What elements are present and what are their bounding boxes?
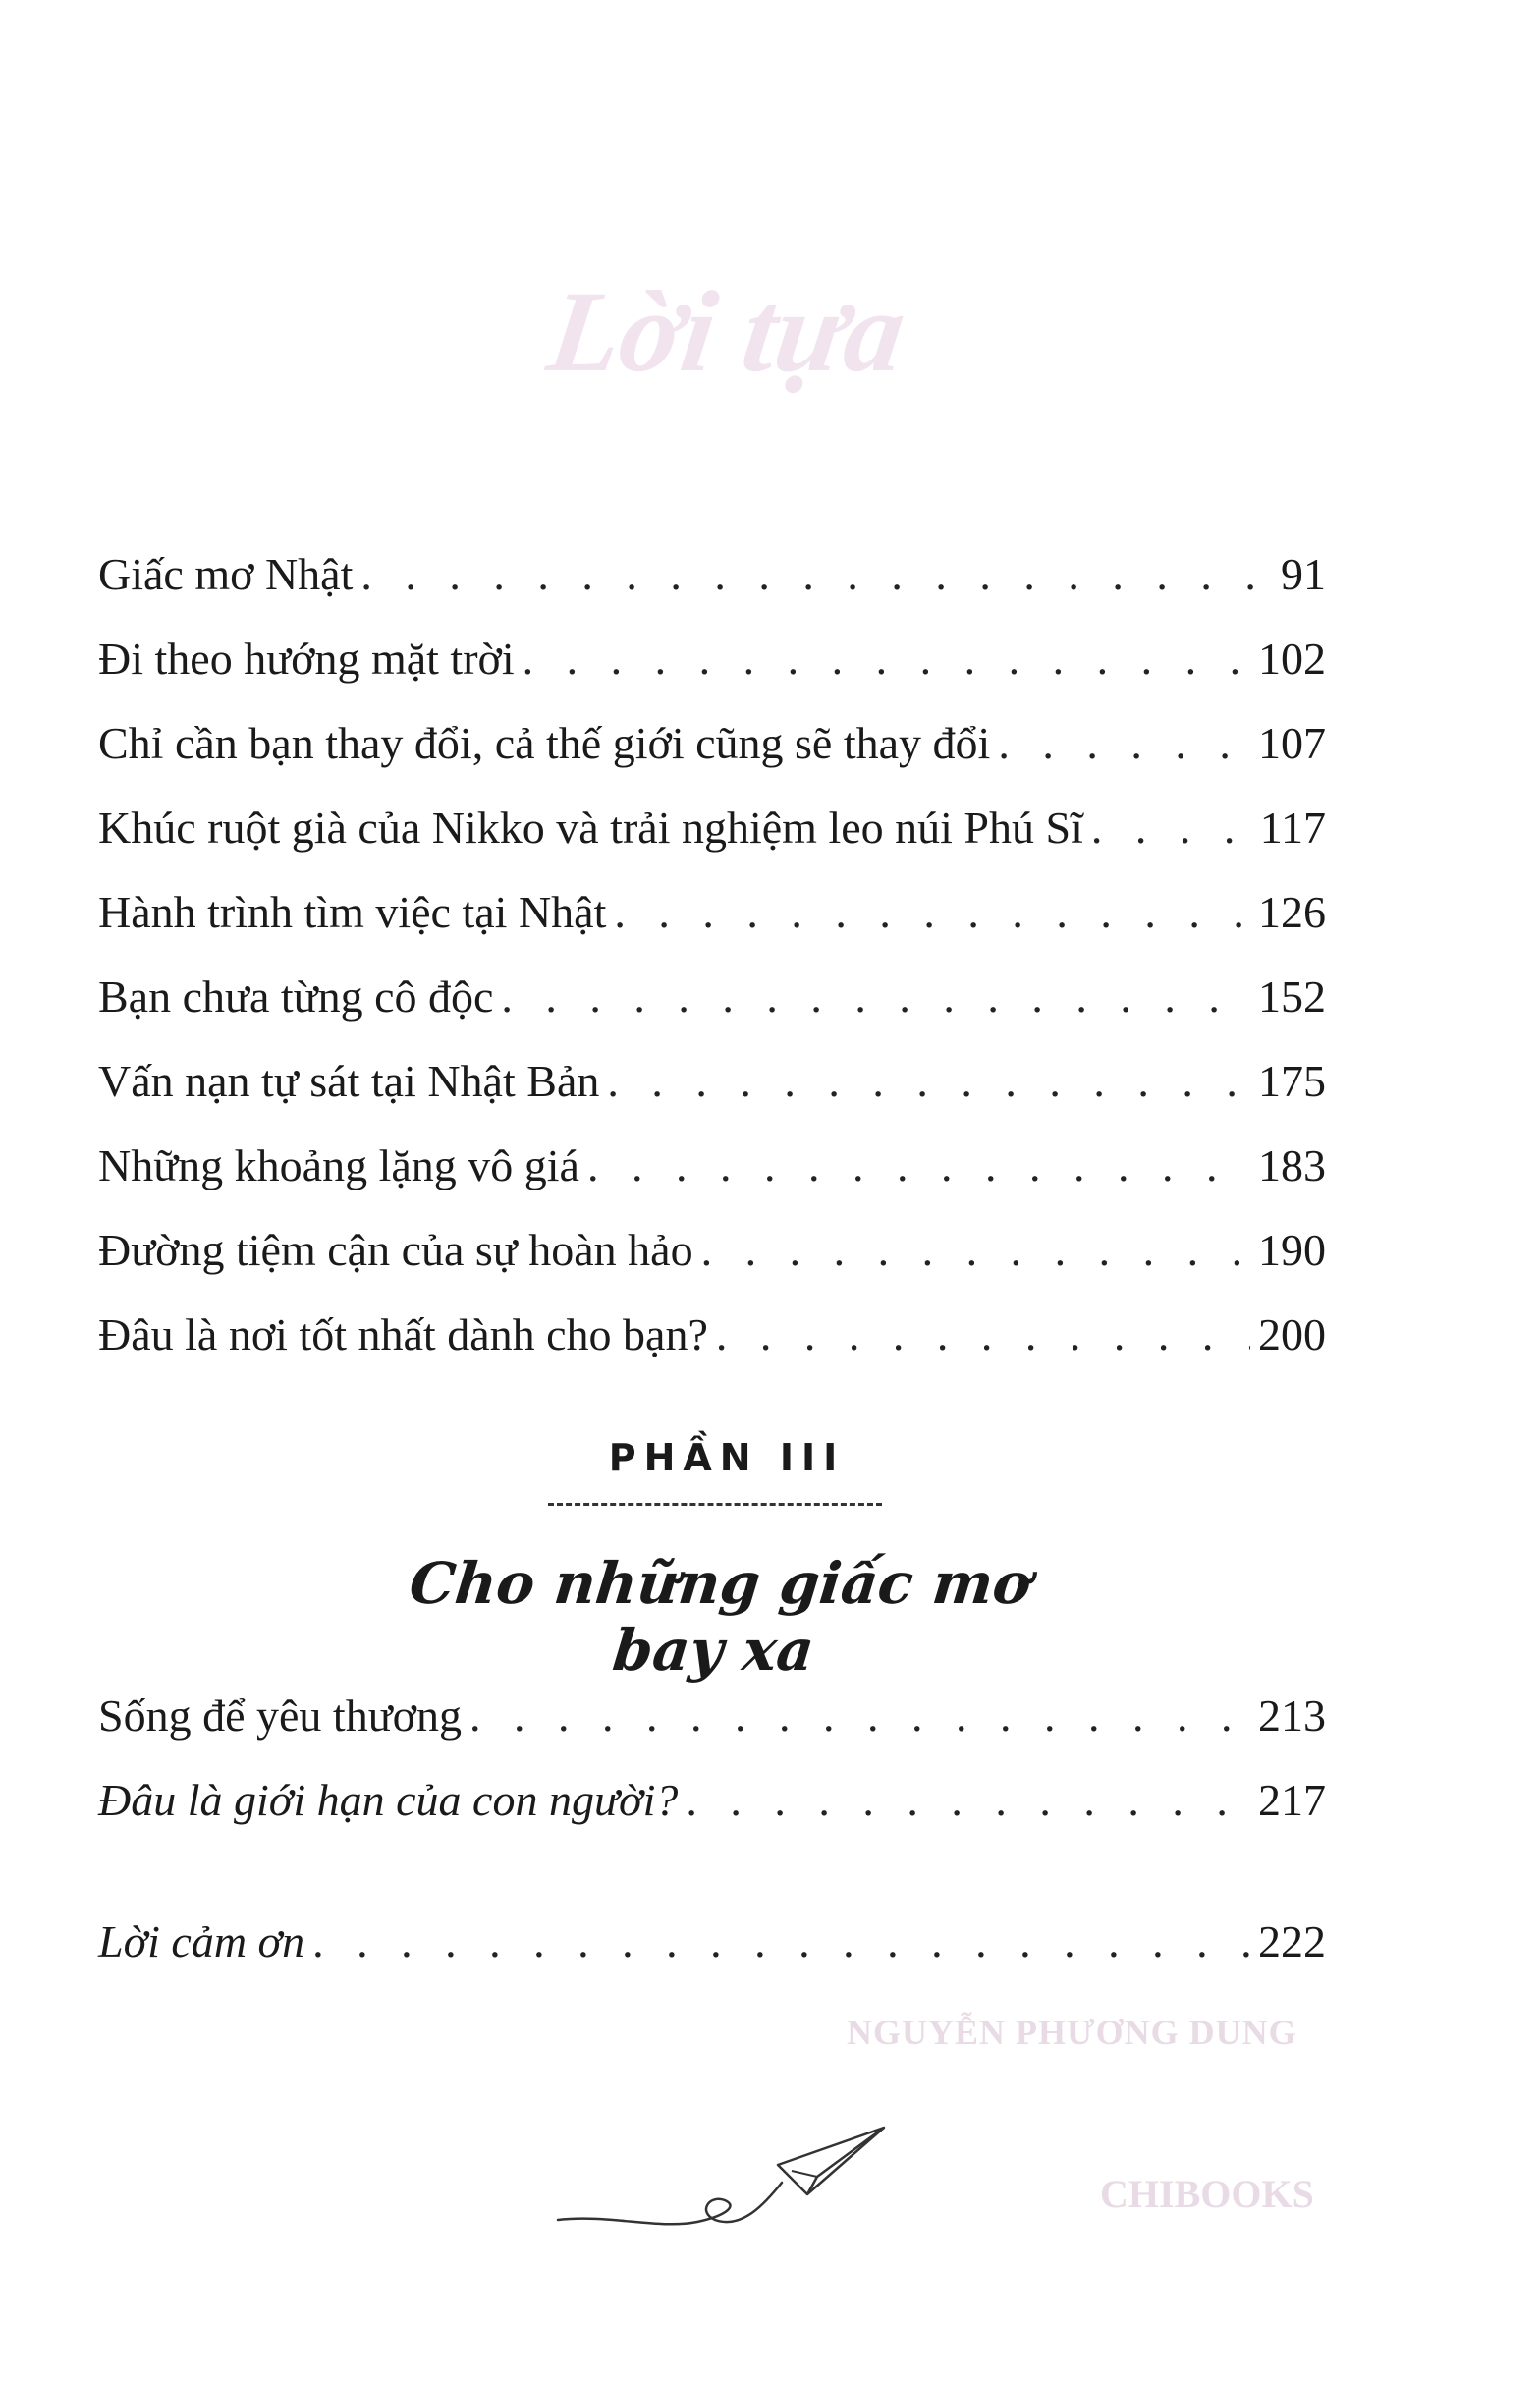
toc-entry[interactable] [98,1214,1326,1273]
toc-entry[interactable] [98,1299,1326,1357]
toc-entry[interactable] [98,1680,1326,1739]
toc-entry-title: Hành trình tìm việc tại Nhật [98,887,607,937]
toc-entry-page: 175 [1258,1056,1326,1106]
toc-entry-page: 213 [1258,1690,1326,1741]
dot-leader [701,1228,1250,1273]
toc-entry-title: Bạn chưa từng cô độc [98,971,494,1022]
part-divider [548,1503,882,1510]
toc-entry-page: 222 [1258,1916,1326,1966]
dot-leader [1091,805,1252,851]
toc-entry-page: 91 [1281,549,1326,599]
toc-entry-title: Khúc ruột già của Nikko và trải nghiệm leo núi Phú Sĩ [98,803,1083,853]
toc-entry-page: 217 [1258,1775,1326,1825]
dot-leader [522,637,1250,682]
toc-entry-page: 117 [1259,803,1326,853]
toc-entry[interactable] [98,876,1326,935]
toc-entry-page: 200 [1258,1309,1326,1359]
dot-leader [360,552,1273,597]
dot-leader [587,1143,1250,1189]
toc-entry-page: 107 [1258,718,1326,768]
part-title: Cho những giấc mơ bay xa [406,1550,1035,1684]
toc-entry-title: Đi theo hướng mặt trời [98,634,515,684]
toc-entry-acknowledgements[interactable] [98,1906,1326,1965]
toc-entry[interactable] [98,538,1326,597]
toc-entry-title: Lời cảm ơn [98,1916,305,1966]
toc-entry-title: Đâu là nơi tốt nhất dành cho bạn? [98,1309,708,1359]
toc-entry-title: Đường tiệm cận của sự hoàn hảo [98,1225,693,1275]
part-label: PHẦN III [608,1436,846,1479]
ghost-author: NGUYỄN PHƯƠNG DUNG [847,2013,1297,2052]
toc-entry-page: 102 [1258,634,1326,684]
toc-entry[interactable] [98,961,1326,1020]
toc-entry[interactable] [98,1764,1326,1823]
toc-entry-title: Sống để yêu thương [98,1690,462,1741]
toc-entry-page: 190 [1258,1225,1326,1275]
dot-leader [614,890,1250,935]
dot-leader [312,1919,1250,1965]
toc-entry[interactable] [98,707,1326,766]
ghost-brand: CHIBOOKS [1100,2172,1314,2216]
dot-leader [607,1059,1250,1104]
ghost-title: Lời tựa [540,267,913,396]
toc-entry-title: Giấc mơ Nhật [98,549,354,599]
toc-entry-page: 126 [1258,887,1326,937]
toc-entry[interactable] [98,792,1326,851]
toc-entry[interactable] [98,1130,1326,1189]
dot-leader [469,1693,1250,1739]
toc-entry-page: 183 [1258,1140,1326,1190]
toc-entry-page: 152 [1258,971,1326,1022]
paper-plane-icon [550,2112,904,2240]
toc-entry[interactable] [98,1045,1326,1104]
toc-entry-title: Vấn nạn tự sát tại Nhật Bản [98,1056,600,1106]
toc-entry[interactable] [98,623,1326,682]
dot-leader [686,1778,1250,1823]
dot-leader [998,721,1250,766]
toc-entry-title: Chỉ cần bạn thay đổi, cả thế giới cũng sẽ thay đổi [98,718,991,768]
dot-leader [501,974,1250,1020]
dot-leader [716,1312,1250,1357]
toc-entry-title: Những khoảng lặng vô giá [98,1140,579,1190]
toc-entry-title: Đâu là giới hạn của con người? [98,1775,679,1825]
